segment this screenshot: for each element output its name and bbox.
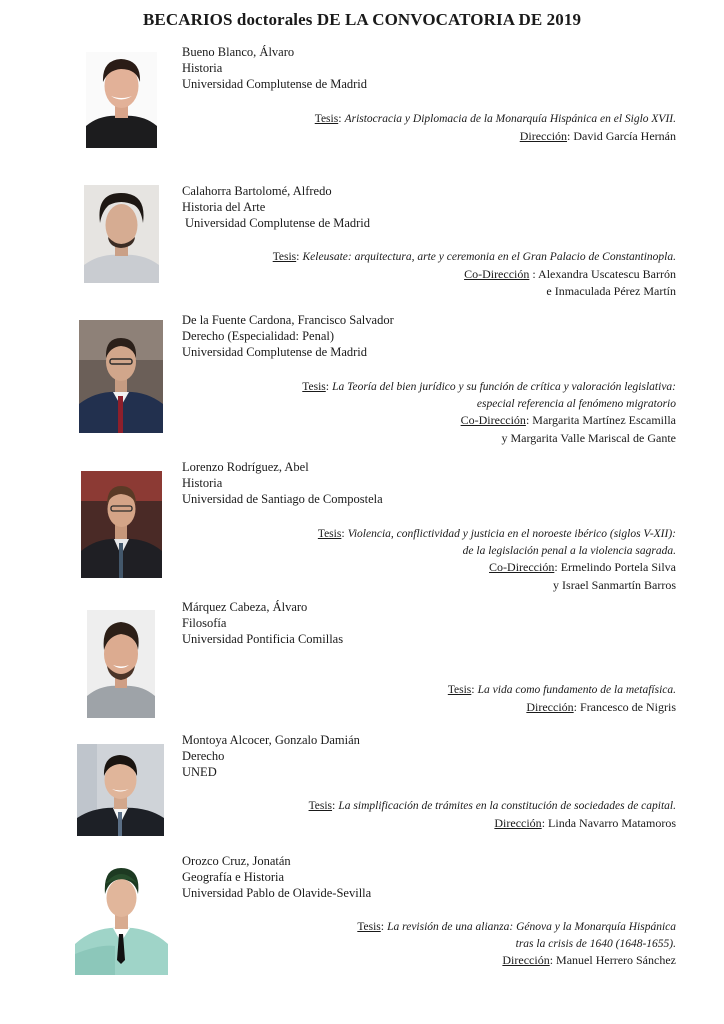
- becario-name: Orozco Cruz, Jonatán: [182, 854, 291, 868]
- portrait-photo: [75, 864, 168, 975]
- becario-field: Historia: [182, 476, 223, 490]
- thesis-title: Keleusate: arquitectura, arte y ceremonia en el Gran Palacio de Constantinopla.: [302, 251, 676, 263]
- becario-university: UNED: [182, 765, 217, 779]
- direction-label: Dirección: [502, 953, 550, 967]
- thesis-title: La vida como fundamento de la metafísica.: [477, 684, 676, 696]
- tesis-label: Tesis: [314, 113, 339, 125]
- director-name: Margarita Martínez Escamilla: [532, 413, 676, 427]
- tesis-label: Tesis: [317, 528, 342, 540]
- direction-label: Co-Dirección: [489, 560, 555, 574]
- becario-university: Universidad Complutense de Madrid: [185, 216, 371, 230]
- direction-label: Dirección: [519, 128, 568, 143]
- becario-university: Universidad Complutense de Madrid: [182, 345, 368, 359]
- portrait-photo: [84, 185, 159, 283]
- tesis-label: Tesis: [447, 684, 472, 696]
- direction-label: Co-Dirección: [464, 266, 530, 281]
- portrait-photo: [86, 52, 157, 148]
- page-title: BECARIOS doctorales DE LA CONVOCATORIA DE 2019: [142, 10, 582, 29]
- portrait-photo: [79, 320, 163, 433]
- becario-university: Universidad Pontificia Comillas: [182, 632, 344, 646]
- tesis-label: Tesis: [308, 800, 333, 812]
- becario-name: De la Fuente Cardona, Francisco Salvador: [182, 313, 394, 327]
- portrait-photo: [87, 610, 155, 718]
- becario-field: Filosofía: [182, 616, 227, 630]
- director-name: Alexandra Uscatescu Barrón: [538, 266, 676, 281]
- director-name: Francesco de Nigris: [580, 699, 676, 714]
- thesis-title: Aristocracia y Diplomacia de la Monarquía Hispánica en el Siglo XVII.: [344, 113, 676, 125]
- becario-field: Historia: [182, 61, 223, 75]
- becario-university: Universidad Pablo de Olavide-Sevilla: [182, 886, 372, 900]
- becario-field: Historia del Arte: [182, 200, 266, 214]
- portrait-photo: [81, 471, 162, 578]
- thesis-title: La simplificación de trámites en la constitución de sociedades de capital.: [338, 800, 676, 812]
- becario-name: Montoya Alcocer, Gonzalo Damián: [182, 733, 360, 747]
- director-name: Ermelindo Portela Silva: [560, 560, 676, 574]
- director-name: y Israel Sanmartín Barros: [553, 577, 676, 592]
- director-name: y Margarita Valle Mariscal de Gante: [501, 430, 676, 445]
- thesis-title: Violencia, conflictividad y justicia en el noroeste ibérico (siglos V-XII):: [347, 528, 676, 540]
- director-name: Linda Navarro Matamoros: [548, 815, 676, 830]
- becario-university: Universidad Complutense de Madrid: [182, 77, 368, 91]
- becario-name: Bueno Blanco, Álvaro: [182, 45, 295, 59]
- thesis-title: La revisión de una alianza: Génova y la Monarquía Hispánica: [387, 921, 676, 933]
- thesis-title: La Teoría del bien jurídico y su función de crítica y valoración legislativa:: [332, 381, 676, 393]
- thesis-title: tras la crisis de 1640 (1648-1655).: [515, 937, 676, 950]
- direction-label: Co-Dirección: [460, 413, 526, 427]
- tesis-label: Tesis: [272, 251, 297, 263]
- becario-field: Geografía e Historia: [182, 870, 285, 884]
- portrait-photo: [77, 744, 164, 836]
- direction-label: Dirección: [526, 699, 574, 714]
- director-name: e Inmaculada Pérez Martín: [546, 284, 676, 298]
- becario-name: Calahorra Bartolomé, Alfredo: [182, 184, 332, 198]
- thesis-title: especial referencia al fenómeno migratorio: [476, 397, 676, 410]
- director-name: Manuel Herrero Sánchez: [556, 953, 676, 967]
- tesis-label: Tesis: [302, 381, 326, 393]
- tesis-label: Tesis: [357, 921, 381, 933]
- direction-label: Dirección: [494, 815, 542, 830]
- becario-name: Lorenzo Rodríguez, Abel: [182, 460, 309, 474]
- becario-field: Derecho: [182, 749, 225, 763]
- becario-name: Márquez Cabeza, Álvaro: [182, 600, 308, 614]
- becario-field: Derecho (Especialidad: Penal): [182, 329, 335, 343]
- thesis-title: de la legislación penal a la violencia sagrada.: [462, 544, 676, 557]
- director-name: David García Hernán: [573, 128, 676, 143]
- becario-university: Universidad de Santiago de Compostela: [182, 492, 383, 506]
